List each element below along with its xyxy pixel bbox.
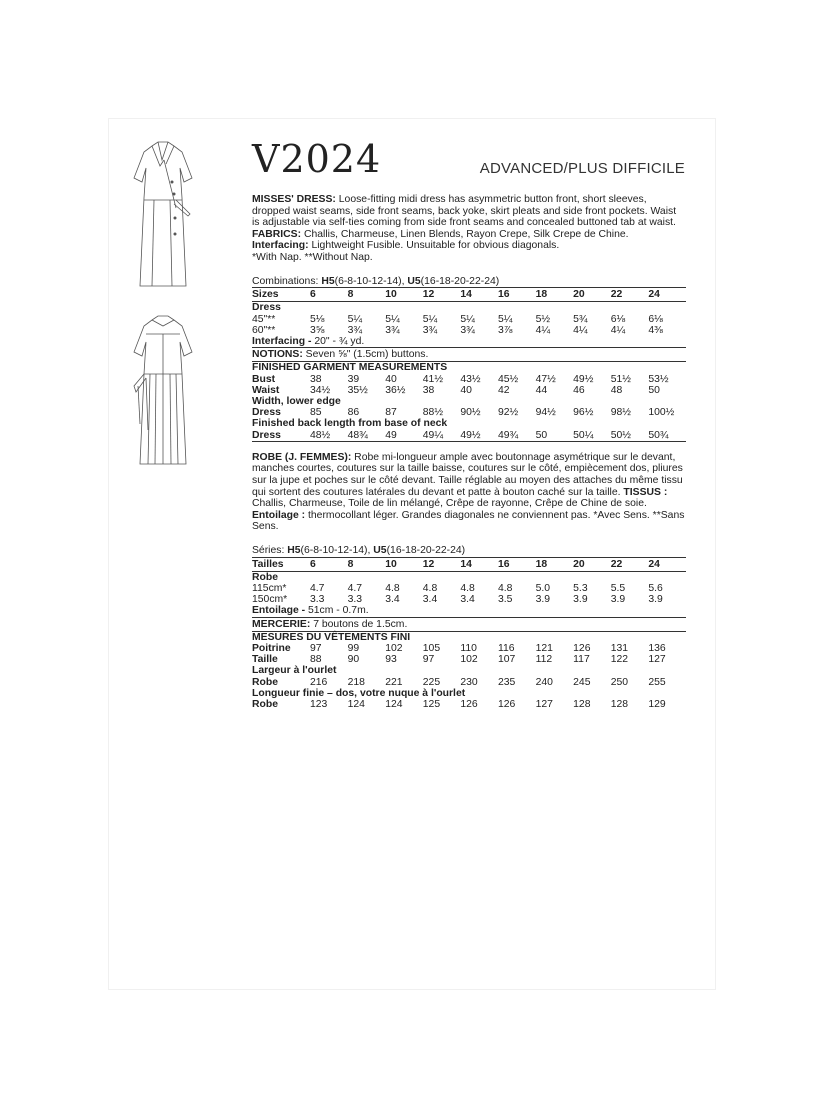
waist-row-value: 34½	[310, 384, 331, 396]
width-heading: Width, lower edge	[252, 395, 341, 407]
yardage-row-value: 3.9	[648, 594, 663, 606]
yardage-row-label: 60"**	[252, 324, 276, 336]
length-row-value: 129	[648, 698, 666, 710]
yardage-row-value: 3⅝	[310, 324, 325, 336]
waist-row-value: 122	[610, 654, 629, 666]
width-row-value: 94½	[535, 407, 556, 419]
width-row-value: 92½	[497, 407, 519, 419]
yardage-row-value: 4¼	[535, 324, 551, 336]
bust-row-value: 116	[497, 642, 515, 654]
yardage-row-value: 5¼	[422, 313, 438, 325]
sizes-header-value: 6	[310, 557, 348, 571]
yardage-row-value: 3¾	[385, 324, 400, 336]
bust-row	[252, 374, 686, 385]
bust-row-label: Bust	[252, 373, 276, 385]
width-row	[252, 677, 686, 688]
length-row-value: 126	[497, 698, 516, 710]
length-row-label: Robe	[252, 698, 278, 710]
dress-front-sketch	[130, 138, 196, 288]
sizes-header-value: 16	[498, 557, 536, 571]
length-row-value: 49½	[460, 430, 498, 442]
garment-heading: Dress	[252, 302, 281, 314]
yardage-row	[252, 325, 686, 336]
sizes-header	[252, 288, 686, 302]
english-size-table	[252, 287, 686, 442]
sizes-header-value: 24	[648, 557, 686, 571]
width-row-value: 87	[385, 407, 397, 419]
yardage-row-value: 6⅛	[648, 313, 663, 325]
yardage-row-value: 3.9	[610, 594, 626, 606]
yardage-row-value: 3.4	[460, 594, 475, 606]
width-row-value: 255	[648, 676, 666, 688]
yardage-row-value: 4¼	[573, 324, 588, 336]
bust-row-value: 110	[460, 642, 477, 654]
width-row-value: 98½	[610, 407, 631, 419]
yardage-row-value: 4.8	[460, 582, 475, 594]
length-row-label: Dress	[252, 430, 310, 442]
waist-row-value: 102	[460, 654, 478, 666]
yardage-row-value: 5⅛	[310, 313, 325, 325]
waist-row-value: 40	[460, 384, 472, 396]
bust-row	[252, 643, 686, 654]
yardage-row-value: 5.3	[573, 582, 588, 594]
waist-row-label: Waist	[252, 384, 280, 396]
yardage-row-value: 4.8	[385, 582, 400, 594]
length-row-value: 127	[535, 698, 553, 710]
width-row-value: 250	[610, 676, 629, 688]
width-row-label: Dress	[252, 407, 281, 419]
length-row-value: 50	[536, 430, 574, 442]
width-row	[252, 407, 686, 418]
sizes-header-value: 12	[423, 557, 461, 571]
bust-row-value: 47½	[535, 373, 556, 385]
yardage-row-value: 4.7	[310, 582, 325, 594]
bust-row-value: 131	[610, 642, 629, 654]
width-row-value: 235	[497, 676, 516, 688]
bust-row-value: 41½	[422, 373, 444, 385]
width-row-value: 218	[347, 676, 365, 688]
yardage-row-value: 4.8	[497, 582, 513, 594]
combinations-line: Combinations: H5(6-8-10-12-14), U5(16-18-20-22-24)	[252, 275, 500, 287]
sizes-header-value: 6	[310, 288, 348, 302]
waist-row-value: 112	[535, 654, 553, 666]
length-row-value: 49¾	[498, 430, 536, 442]
yardage-row-value: 5½	[535, 313, 551, 325]
sizes-header-value: 18	[536, 288, 574, 302]
yardage-row-value: 5¼	[497, 313, 513, 325]
bust-row-value: 121	[535, 642, 553, 654]
yardage-row	[252, 594, 686, 605]
waist-row-value: 36½	[385, 384, 406, 396]
yardage-row-value: 5¾	[573, 313, 588, 325]
waist-row-value: 38	[422, 384, 435, 396]
length-row-value: 49	[385, 430, 423, 442]
bust-row-value: 38	[310, 373, 322, 385]
width-row-value: 90½	[460, 407, 481, 419]
waist-row-value: 44	[535, 384, 548, 396]
sizes-header-value: 22	[611, 557, 649, 571]
waist-row-value: 48	[610, 384, 623, 396]
bust-row-value: 99	[347, 642, 360, 654]
bust-row-value: 126	[573, 642, 591, 654]
nap-note: *With Nap. **Without Nap.	[252, 251, 373, 263]
width-row-value: 240	[535, 676, 553, 688]
notions-row: MERCERIE: 7 boutons de 1.5cm.	[252, 617, 686, 631]
length-row	[252, 699, 686, 710]
waist-row-value: 127	[648, 654, 666, 666]
width-row-value: 96½	[573, 407, 594, 419]
length-row-value: 49¼	[423, 430, 461, 442]
length-row-value: 50½	[611, 430, 649, 442]
yardage-row-value: 4.8	[422, 582, 438, 594]
yardage-row-value: 5.0	[535, 582, 551, 594]
sizes-header-value: 20	[573, 288, 611, 302]
waist-row-value: 35½	[347, 384, 368, 396]
length-heading: Longueur finie – dos, votre nuque à l'ourlet	[252, 687, 466, 699]
sizes-header-value: 20	[573, 557, 611, 571]
sizes-header	[252, 557, 686, 571]
yardage-row-value: 3¾	[347, 324, 363, 336]
width-row-value: 216	[310, 676, 328, 688]
waist-row-value: 93	[385, 654, 397, 666]
bust-row-label: Poitrine	[252, 642, 291, 654]
pattern-number: V2024	[252, 137, 382, 181]
yardage-row-value: 3.5	[497, 594, 513, 606]
yardage-row	[252, 314, 686, 325]
bust-row-value: 136	[648, 642, 666, 654]
bust-row-value: 43½	[460, 373, 481, 385]
interfacing-row: Entoilage - 51cm - 0.7m.	[252, 605, 369, 617]
yardage-row-value: 5¼	[460, 313, 475, 325]
waist-row-value: 107	[497, 654, 516, 666]
bust-row-value: 97	[310, 642, 322, 654]
width-row-value: 100½	[648, 407, 675, 419]
width-row-value: 245	[573, 676, 591, 688]
sizes-header-value: 14	[460, 557, 498, 571]
yardage-row-value: 3.9	[573, 594, 588, 606]
notions-row: NOTIONS: Seven ⅝" (1.5cm) buttons.	[252, 348, 686, 362]
finished-heading: FINISHED GARMENT MEASUREMENTS	[252, 362, 448, 374]
yardage-row-value: 4¼	[610, 324, 626, 336]
yardage-row-value: 3.4	[422, 594, 438, 606]
yardage-row-value: 4⅜	[648, 324, 663, 336]
sizes-header-value: 8	[348, 557, 386, 571]
yardage-row-label: 115cm*	[252, 582, 287, 594]
yardage-row-value: 5¼	[347, 313, 363, 325]
yardage-row-value: 4.7	[347, 582, 363, 594]
length-row-value: 50¼	[573, 430, 611, 442]
bust-row-value: 39	[347, 373, 360, 385]
length-row-value: 123	[310, 698, 328, 710]
width-row-value: 221	[385, 676, 403, 688]
waist-row	[252, 654, 686, 665]
yardage-row-value: 3¾	[460, 324, 475, 336]
series-line: Séries: H5(6-8-10-12-14), U5(16-18-20-22-24)	[252, 544, 466, 556]
sizes-header-value: 12	[423, 288, 461, 302]
sizes-header-value: 8	[348, 288, 386, 302]
length-row-value: 124	[347, 698, 365, 710]
bust-row-value: 53½	[648, 373, 669, 385]
yardage-row-value: 3.3	[347, 594, 363, 606]
sizes-header-value: 24	[648, 288, 686, 302]
width-row-label: Robe	[252, 676, 278, 688]
waist-row-value: 90	[347, 654, 360, 666]
difficulty-label: ADVANCED/PLUS DIFFICILE	[479, 160, 685, 177]
sizes-header-value: 10	[385, 557, 423, 571]
garment-heading: Robe	[252, 571, 278, 583]
width-row-value: 230	[460, 676, 478, 688]
yardage-row-value: 3.4	[385, 594, 400, 606]
waist-row-value: 97	[422, 654, 435, 666]
bust-row-value: 40	[385, 373, 397, 385]
waist-row	[252, 385, 686, 396]
bust-row-value: 51½	[610, 373, 631, 385]
sizes-header-value: 16	[498, 288, 536, 302]
length-row-value: 124	[385, 698, 403, 710]
waist-row-value: 50	[648, 384, 660, 396]
width-row-value: 225	[422, 676, 441, 688]
yardage-row-label: 45"**	[252, 313, 276, 325]
width-row-value: 85	[310, 407, 322, 419]
length-row-value: 128	[573, 698, 591, 710]
yardage-row-value: 3.3	[310, 594, 325, 606]
waist-row-value: 42	[497, 384, 510, 396]
yardage-row-value: 5.6	[648, 582, 663, 594]
bust-row-value: 49½	[573, 373, 594, 385]
length-row	[252, 430, 686, 442]
waist-row-value: 46	[573, 384, 585, 396]
bust-row-value: 45½	[497, 373, 519, 385]
yardage-row-label: 150cm*	[252, 594, 288, 606]
length-row-value: 125	[422, 698, 441, 710]
sizes-header-label: Tailles	[252, 557, 310, 571]
length-row-value: 126	[460, 698, 478, 710]
dress-back-sketch	[130, 312, 196, 472]
width-heading: Largeur à l'ourlet	[252, 665, 337, 677]
french-description: ROBE (J. FEMMES): Robe mi-longueur ample avec boutonnage asymétrique sur le devant, manches courtes, coutures sur la taille baisse, coutures sur le côté, empiècement dos, pliures sur la jupe et poches sur le côté devant. Taille réglable au moyen des attaches du même tissu qui sortent des coutures latérales du devant et patte à bouton caché sur la taille. TISSUS : Challis, Charmeuse, Toile de lin mélangé, Crêpe de rayonne, Crêpe de Chine de soie. Entoilage : thermocollant léger. Grandes diagonales ne conviennent pas. *Avec Sens. **Sans Sens.	[252, 451, 685, 533]
length-heading: Finished back length from base of neck	[252, 418, 448, 430]
yardage-row-value: 5.5	[610, 582, 626, 594]
english-description: MISSES' DRESS: Loose-fitting midi dress has asymmetric button front, short sleeves, dropped waist seams, side front seams, back yoke, skirt pleats and side front pockets. Waist is adjustable via self-ties coming from side front seams and concealed buttoned tab at waist. FABRICS: Challis, Charmeuse, Linen Blends, Rayon Crepe, Silk Crepe de Chine. Interfacing: Lightweight Fusible. Unsuitable for obvious diagonals. *With Nap. **Without Nap.	[252, 194, 677, 263]
pattern-info	[252, 194, 686, 710]
sizes-header-value: 22	[611, 288, 649, 302]
yardage-row	[252, 583, 686, 594]
yardage-row-value: 3.9	[535, 594, 551, 606]
width-row-value: 86	[347, 407, 360, 419]
length-row-value: 48¾	[348, 430, 386, 442]
bust-row-value: 105	[422, 642, 441, 654]
sizes-header-value: 10	[385, 288, 423, 302]
sizes-header-value: 14	[460, 288, 498, 302]
french-size-table	[252, 557, 686, 711]
yardage-row-value: 3⅞	[497, 324, 513, 336]
sizes-header-label: Sizes	[252, 288, 310, 302]
length-row-value: 128	[610, 698, 629, 710]
finished-heading: MESURES DU VÊTEMENTS FINI	[252, 631, 411, 643]
waist-row-value: 117	[573, 654, 590, 666]
bust-row-value: 102	[385, 642, 403, 654]
waist-row-label: Taille	[252, 654, 278, 666]
interfacing-row: Interfacing - 20" - ¾ yd.	[252, 335, 365, 347]
yardage-row-value: 5¼	[385, 313, 400, 325]
sizes-header-value: 18	[536, 557, 574, 571]
length-row-value: 50¾	[648, 430, 686, 442]
yardage-row-value: 3¾	[422, 324, 438, 336]
width-row-value: 88½	[422, 407, 444, 419]
length-row-value: 48½	[310, 430, 348, 442]
yardage-row-value: 6⅛	[610, 313, 626, 325]
waist-row-value: 88	[310, 654, 322, 666]
